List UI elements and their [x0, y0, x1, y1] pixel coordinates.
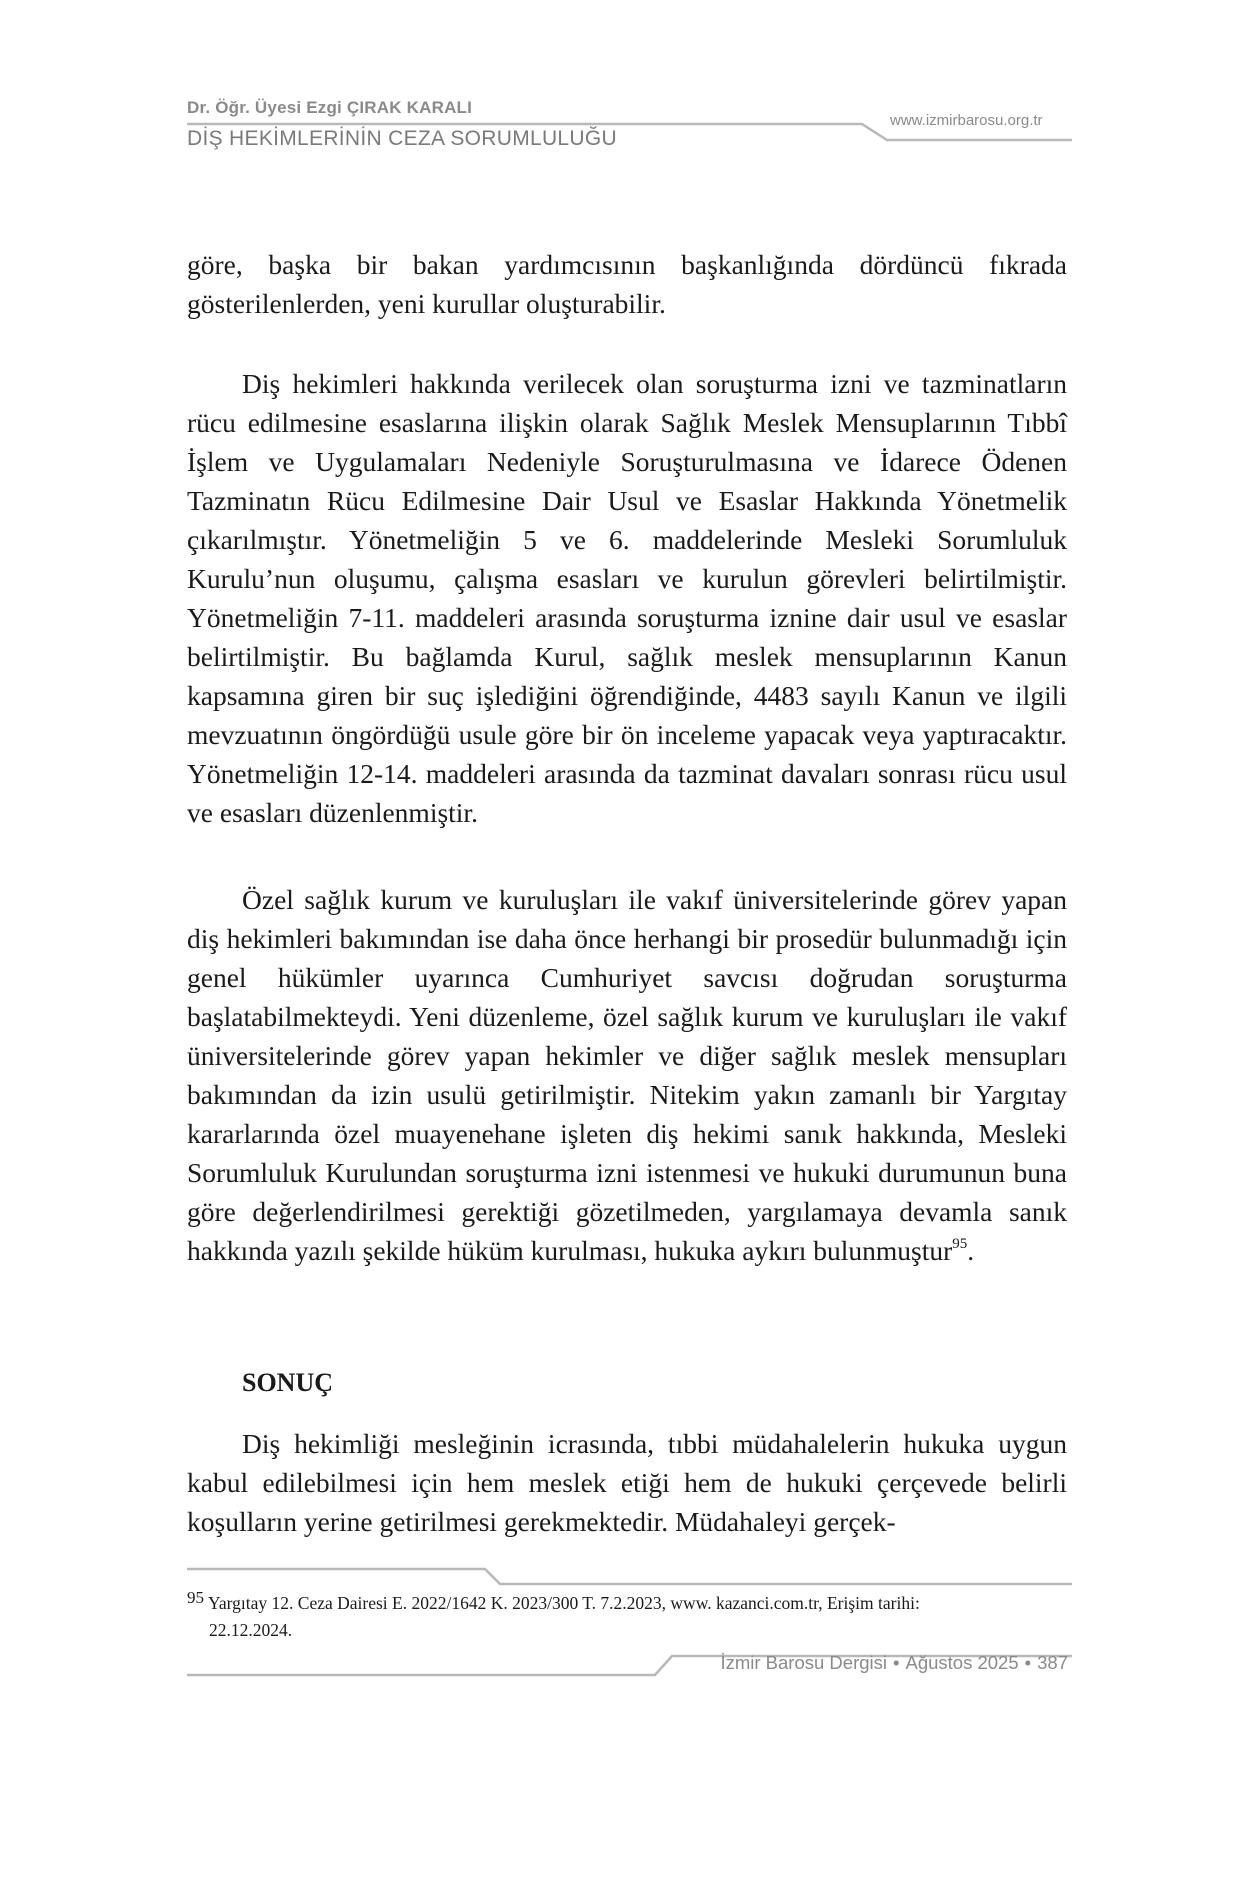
paragraph-text: Özel sağlık kurum ve kuruluşları ile vakıf üniversitelerinde görev yapan diş hekimleri bakımından ise daha önce herhangi bir prosedür bulunmadığı için genel hükümler uyarınca Cumhuriyet savcısı doğrudan soruşturma başlatabilmekteydi. Yeni düzenleme, özel sağlık kurum ve kuruluşları ile vakıf üniversitelerinde görev yapan hekimler ve diğer sağlık meslek mensupları bakımından da izin usulü getirilmiştir. Nitekim yakın zamanlı bir Yargıtay kararlarında özel muayenehane işleten diş hekimi sanık hakkında, Mesleki Sorumluluk Kurulundan soruşturma izni istenmesi ve hukuki durumunun buna göre değerlendirilmesi gerektiği gözetilmeden, yargılamaya devamla sanık hakkında yazılı şekilde hüküm kurulması, hukuka aykırı bulunmuştur	[187, 884, 1067, 1266]
section-heading: SONUÇ	[242, 1368, 334, 1397]
footnote-number: 95	[187, 1588, 204, 1607]
footer-separator: •	[1024, 1652, 1032, 1673]
paragraph-text-with-footnote	[187, 880, 1067, 1270]
body-paragraph-1	[187, 245, 1067, 323]
running-header-title: DİŞ HEKİMLERİNİN CEZA SORUMLULUĞU	[187, 127, 617, 150]
footnote-line-2: 22.12.2024.	[209, 1620, 293, 1640]
footer-journal-name: İzmir Barosu Dergisi	[720, 1652, 887, 1673]
running-footer	[720, 1652, 1068, 1674]
footnote	[187, 1590, 1067, 1644]
footnote-line-1	[187, 1590, 1067, 1617]
footnote-divider	[187, 1569, 1072, 1584]
footnote-reference[interactable]: 95	[952, 1235, 968, 1252]
header-website-link[interactable]: www.izmirbarosu.org.tr	[890, 112, 1043, 129]
body-paragraph-2	[187, 364, 1067, 832]
paragraph-continuation: göre, başka bir bakan yardımcısının başkanlığında dördüncü fıkrada gösterilenlerden, yeni kurullar oluşturabilir.	[187, 249, 1067, 319]
footnote-text: Yargıtay 12. Ceza Dairesi E. 2022/1642 K. 2023/300 T. 7.2.2023, www. kazanci.com.tr, Erişim tarihi:	[208, 1593, 920, 1613]
running-header-author: Dr. Öğr. Üyesi Ezgi ÇIRAK KARALI	[187, 98, 473, 117]
paragraph-text: Diş hekimleri hakkında verilecek olan soruşturma izni ve tazminatların rücu edilmesine esaslarına ilişkin olarak Sağlık Meslek Mensuplarının Tıbbî İşlem ve Uygulamaları Nedeniyle Soruşturulmasına ve İdarece Ödenen Tazminatın Rücu Edilmesine Dair Usul ve Esaslar Hakkında Yönetmelik çıkarılmıştır. Yönetmeliğin 5 ve 6. maddelerinde Mesleki Sorumluluk Kurulu’nun oluşumu, çalışma esasları ve kurulun görevleri belirtilmiştir. Yönetmeliğin 7-11. maddeleri arasında soruşturma iznine dair usul ve esaslar belirtilmiştir. Bu bağlamda Kurul, sağlık meslek mensuplarının Kanun kapsamına giren bir suç işlediğini öğrendiğinde, 4483 sayılı Kanun ve ilgili mevzuatının öngördüğü usule göre bir ön inceleme yapacak veya yaptıracaktır. Yönetmeliğin 12-14. maddeleri arasında da tazminat davaları sonrası rücu usul ve esasları düzenlenmiştir.	[187, 368, 1067, 828]
body-paragraph-3	[187, 880, 1067, 1270]
paragraph-end: .	[967, 1235, 975, 1266]
page-number: 387	[1037, 1652, 1068, 1673]
footer-separator: •	[893, 1652, 900, 1673]
paragraph-text: Diş hekimliği mesleğinin icrasında, tıbbi müdahalelerin hukuka uygun kabul edilebilmesi için hem meslek etiği hem de hukuki çerçevede belirli koşulların yerine getirilmesi gerekmektedir. Müdahaleyi gerçek-	[187, 1428, 1067, 1537]
body-paragraph-4	[187, 1424, 1067, 1541]
footer-issue: Ağustos 2025	[905, 1652, 1019, 1673]
